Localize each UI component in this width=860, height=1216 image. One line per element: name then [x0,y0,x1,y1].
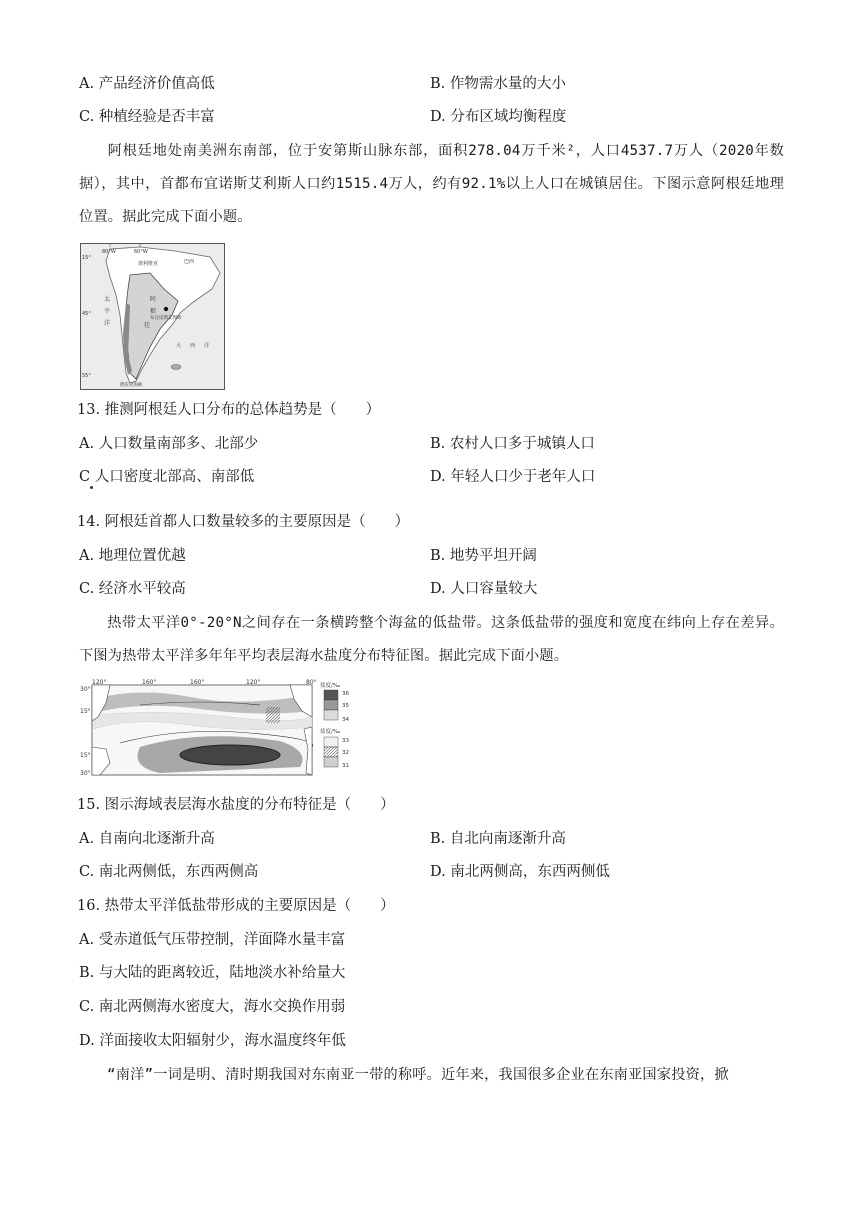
passage-nanyang: “南洋”一词是明、清时期我国对东南亚一带的称呼。近年来，我国很多企业在东南亚国家投资，掀 [107,1067,729,1083]
passage-salinity: 热带太平洋0°-20°N之间存在一条横跨整个海盆的低盐带。这条低盐带的强度和宽度在纬向上存在差异。下图为热带太平洋多年年平均表层海水盐度分布特征图。据此完成下面小题。 [79,615,784,664]
lon-label-160w: 160° [190,679,205,686]
stray-dot [90,486,93,489]
q12-option-c: C. 种植经验是否丰富 [79,109,215,125]
q14-stem: 14. 阿根廷首都人口数量较多的主要原因是（ ） [77,514,410,530]
lon-label-80w: 80°W [102,249,116,255]
passage-argentina: 阿根廷地处南美洲东南部，位于安第斯山脉东部，面积278.04万千米²，人口4537.7万人（2020年数据），其中，首都布宜诺斯艾利斯人口约1515.4万人，约有92.1%以上人口在城镇居住。下图示意阿根廷地理位置。据此完成下面小题。 [79,143,784,225]
lon-label-120w: 120° [246,679,261,686]
legend-2-title: 盐度/‰ [320,729,341,735]
q16-stem: 16. 热带太平洋低盐带形成的主要原因是（ ） [77,898,395,914]
lat-label-30n: 30° [80,686,91,693]
label-pacific-3: 洋 [104,320,111,327]
legend-2-value-1: 32 [342,750,349,756]
q16-option-b: B. 与大陆的距离较近，陆地淡水补给量大 [79,965,346,981]
q14-option-c: C. 经济水平较高 [79,581,186,597]
q16-option-c: C. 南北两侧海水密度大，海水交换作用弱 [79,999,346,1015]
lat-label-15: 15° [82,255,91,261]
q16-option-a: A. 受赤道低气压带控制，洋面降水量丰富 [79,932,346,948]
legend-2-value-0: 33 [342,738,349,744]
q15-option-a: A. 自南向北逐渐升高 [79,831,215,847]
q13-option-c: C 人口密度北部高、南部低 [79,469,255,485]
lat-label-30s: 30° [80,770,91,777]
legend-1-title: 盐度/‰ [320,683,341,689]
lat-label-55: 55° [82,373,91,379]
lon-label-160e: 160° [142,679,157,686]
label-atlantic-3: 洋 [204,343,210,349]
label-pacific-1: 太 [104,296,111,303]
q15-stem: 15. 图示海域表层海水盐度的分布特征是（ ） [77,797,395,813]
q12-option-b: B. 作物需水量的大小 [430,76,566,92]
capital-marker [164,307,168,311]
q14-option-b: B. 地势平坦开阔 [430,548,537,564]
q15-option-b: B. 自北向南逐渐升高 [430,831,566,847]
q13-stem: 13. 推测阿根廷人口分布的总体趋势是（ ） [77,402,381,418]
argentina-map [80,243,225,390]
lat-label-45: 45° [82,311,91,317]
lon-label-120e: 120° [92,679,107,686]
q14-option-a: A. 地理位置优越 [79,548,186,564]
label-brazil: 巴西 [184,259,195,265]
lat-label-15s: 15° [80,752,91,759]
label-pacific-2: 平 [104,308,111,315]
label-ting: 廷 [144,322,151,329]
legend-1-value-0: 36 [342,691,349,697]
q12-option-d: D. 分布区域均衡程度 [430,109,567,125]
lon-label-80w: 80° [306,679,317,686]
label-bolivia: 玻利维亚 [138,261,159,267]
label-a: 阿 [150,296,157,303]
q13-option-a: A. 人口数量南部多、北部少 [79,436,259,452]
q13-option-d: D. 年轻人口少于老年人口 [430,469,596,485]
label-buenos-aires: 布宜诺斯艾利斯 [150,316,182,321]
lon-label-60w: 60°W [134,249,148,255]
pacific-salinity-map [80,677,360,778]
lat-label-15n: 15° [80,708,91,715]
q14-option-d: D. 人口容量较大 [430,581,538,597]
q16-option-d: D. 洋面接收太阳辐射少，海水温度终年低 [79,1033,346,1049]
q13-option-b: B. 农村人口多于城镇人口 [430,436,595,452]
label-drake-passage: 德雷克海峡 [120,383,143,388]
q15-option-c: C. 南北两侧低，东西两侧高 [79,864,259,880]
q15-option-d: D. 南北两侧高，东西两侧低 [430,864,610,880]
legend-2-value-2: 31 [342,763,349,769]
legend-1-value-2: 34 [342,717,349,723]
label-gen: 根 [150,308,157,315]
label-atlantic-2: 西 [190,343,196,349]
q12-option-a: A. 产品经济价值高低 [79,76,215,92]
label-atlantic-1: 大 [176,343,182,349]
legend-1-value-1: 35 [342,703,349,709]
